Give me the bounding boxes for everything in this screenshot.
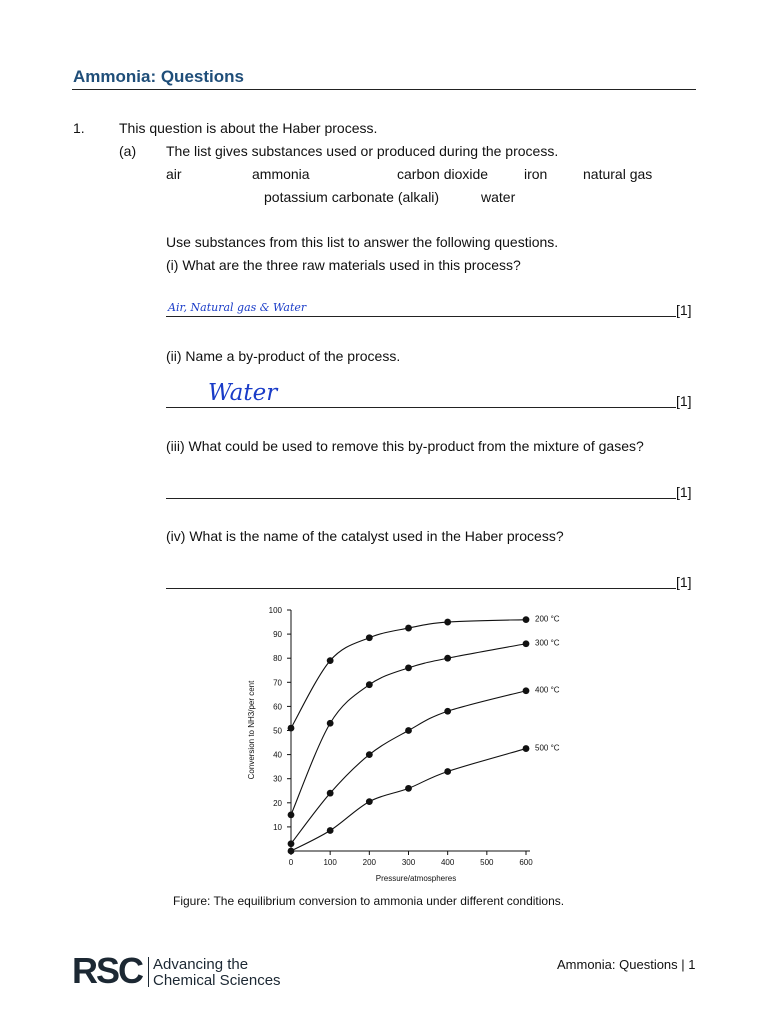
data-point bbox=[523, 745, 530, 752]
y-tick-label: 70 bbox=[273, 678, 282, 688]
data-point bbox=[444, 619, 451, 626]
y-tick-label: 40 bbox=[273, 750, 282, 760]
data-point bbox=[523, 616, 530, 623]
sub-question-3: (iii) What could be used to remove this by-product from the mixture of gases? bbox=[166, 438, 644, 454]
series-label: 200 °C bbox=[535, 614, 560, 624]
data-point bbox=[366, 634, 373, 641]
data-point bbox=[444, 655, 451, 662]
data-point bbox=[288, 840, 295, 847]
substance-natural-gas: natural gas bbox=[583, 166, 653, 182]
series-label: 400 °C bbox=[535, 685, 560, 695]
mark-1: [1] bbox=[676, 302, 692, 318]
data-point bbox=[366, 751, 373, 758]
series-label: 300 °C bbox=[535, 638, 560, 648]
data-point bbox=[288, 811, 295, 818]
y-tick-label: 50 bbox=[273, 726, 282, 736]
footer-page-label: Ammonia: Questions | 1 bbox=[557, 957, 696, 972]
y-tick-label: 10 bbox=[273, 822, 282, 832]
mark-3: [1] bbox=[676, 484, 692, 500]
y-tick-label: 100 bbox=[268, 606, 282, 615]
answer-line-2[interactable] bbox=[166, 407, 676, 408]
data-point bbox=[327, 657, 334, 664]
part-label: (a) bbox=[119, 143, 137, 159]
data-point bbox=[366, 681, 373, 688]
answer-line-3[interactable] bbox=[166, 498, 676, 499]
x-tick-label: 200 bbox=[362, 858, 377, 867]
data-point bbox=[405, 625, 412, 632]
data-point bbox=[444, 708, 451, 715]
series-line bbox=[291, 749, 526, 851]
substance-carbon-dioxide: carbon dioxide bbox=[397, 166, 489, 182]
data-point bbox=[523, 687, 530, 694]
y-tick-label: 80 bbox=[273, 654, 282, 664]
substance-potassium-carbonate: potassium carbonate (alkali) bbox=[264, 189, 440, 205]
logo-tagline-2: Chemical Sciences bbox=[153, 972, 281, 989]
data-point bbox=[327, 827, 334, 834]
y-tick-label: 60 bbox=[273, 702, 282, 712]
y-axis-label: Conversion to NH3/per cent bbox=[247, 680, 256, 780]
answer-line-4[interactable] bbox=[166, 588, 676, 589]
data-point bbox=[444, 768, 451, 775]
x-tick-label: 0 bbox=[288, 858, 294, 867]
data-point bbox=[405, 727, 412, 734]
x-tick-label: 500 bbox=[480, 858, 494, 867]
substance-iron: iron bbox=[524, 166, 548, 182]
series-line bbox=[291, 620, 526, 728]
data-point bbox=[405, 664, 412, 671]
sub-question-4: (iv) What is the name of the catalyst used in the Haber process? bbox=[166, 528, 564, 544]
series-line bbox=[291, 691, 526, 844]
mark-4: [1] bbox=[676, 574, 692, 590]
logo-divider bbox=[148, 957, 149, 987]
substance-ammonia: ammonia bbox=[252, 166, 310, 182]
data-point bbox=[523, 640, 530, 647]
data-point bbox=[327, 790, 334, 797]
substance-air: air bbox=[166, 166, 182, 182]
answer-line-1[interactable] bbox=[166, 316, 676, 317]
page-title: Ammonia: Questions bbox=[73, 67, 244, 86]
data-point bbox=[288, 725, 295, 732]
data-point bbox=[327, 720, 334, 727]
x-tick-label: 300 bbox=[401, 858, 416, 867]
substance-water: water bbox=[481, 189, 516, 205]
y-tick-label: 20 bbox=[273, 798, 282, 808]
y-tick-label: 90 bbox=[273, 630, 282, 640]
title-divider bbox=[72, 89, 696, 90]
handwritten-answer-1: Air, Natural gas & Water bbox=[168, 301, 307, 314]
question-number: 1. bbox=[73, 120, 85, 136]
series-label: 500 °C bbox=[535, 743, 560, 753]
x-axis-label: Pressure/atmospheres bbox=[375, 874, 457, 883]
x-tick-label: 600 bbox=[519, 858, 533, 867]
x-tick-label: 100 bbox=[323, 858, 337, 867]
list-intro: The list gives substances used or produced during the process. bbox=[166, 143, 559, 159]
mark-2: [1] bbox=[676, 393, 692, 409]
data-point bbox=[366, 798, 373, 805]
y-tick-label: 30 bbox=[273, 774, 282, 784]
x-tick-label: 400 bbox=[440, 858, 455, 867]
handwritten-answer-2: Water bbox=[208, 380, 278, 406]
sub-question-1: (i) What are the three raw materials used in this process? bbox=[166, 257, 521, 273]
data-point bbox=[405, 785, 412, 792]
logo-tagline-1: Advancing the bbox=[153, 956, 249, 973]
rsc-logo: RSC bbox=[72, 950, 143, 991]
ammonia-conversion-chart bbox=[232, 600, 560, 888]
instruction: Use substances from this list to answer the following questions. bbox=[166, 234, 559, 250]
data-point bbox=[288, 848, 295, 855]
figure-caption: Figure: The equilibrium conversion to ammonia under different conditions. bbox=[173, 894, 565, 908]
sub-question-2: (ii) Name a by-product of the process. bbox=[166, 348, 401, 364]
question-intro: This question is about the Haber process. bbox=[119, 120, 378, 136]
